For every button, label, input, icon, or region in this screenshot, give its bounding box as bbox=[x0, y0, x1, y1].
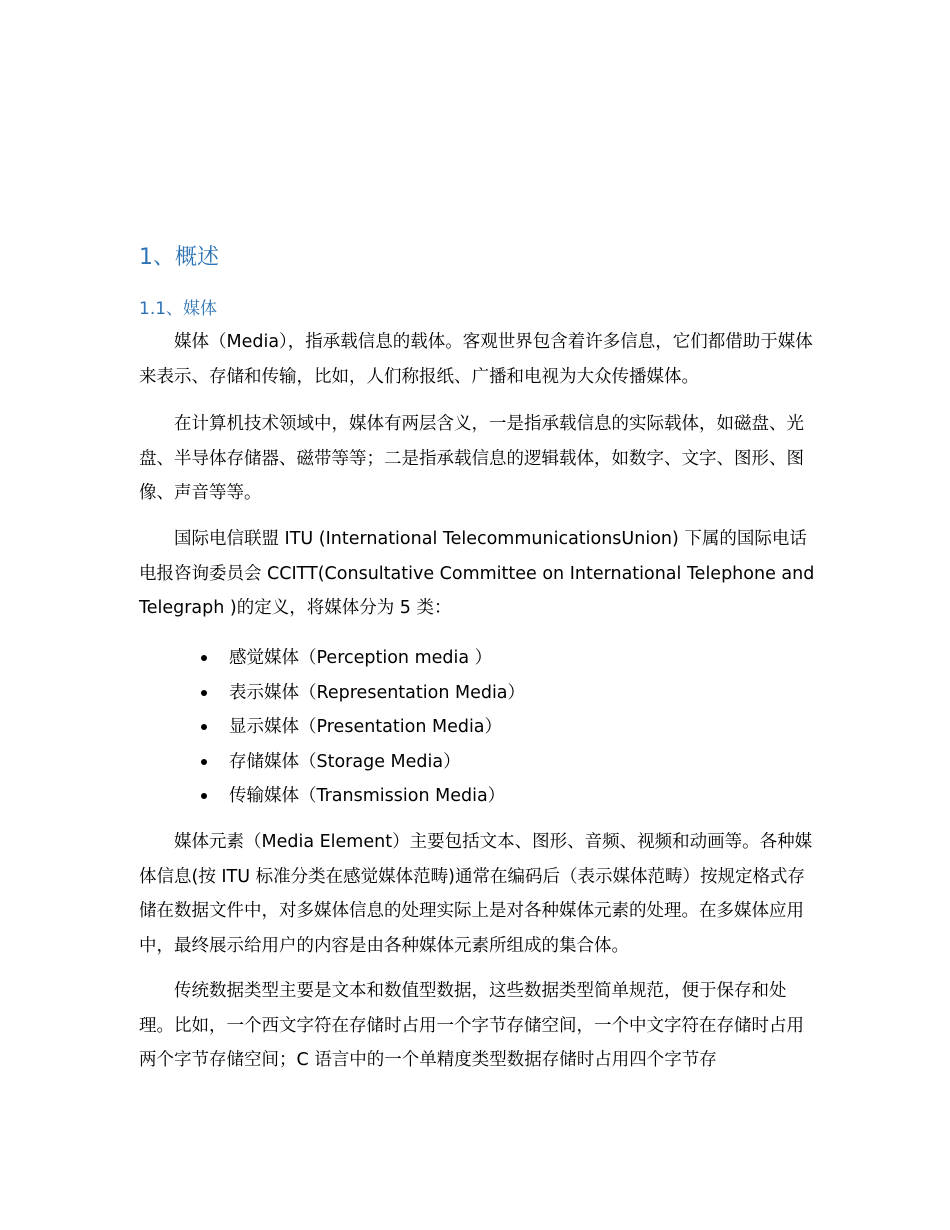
section-heading: 1、概述 bbox=[139, 245, 219, 270]
list-item bbox=[139, 641, 525, 676]
paragraph-traditional-data: 传统数据类型主要是文本和数值型数据，这些数据类型简单规范，便于保存和处理。比如，一个西文字符在存储时占用一个字节存储空间，一个中文字符在存储时占用两个字节存储空间；C 语言中的一个单精度类型数据存储时占用四个字节存 bbox=[139, 981, 804, 1071]
list-item-label: 表示媒体（Representation Media） bbox=[229, 682, 526, 703]
bullet-icon bbox=[201, 759, 207, 765]
list-item-label: 存储媒体（Storage Media） bbox=[229, 751, 461, 772]
paragraph-media-definition: 媒体（Media），指承载信息的载体。客观世界包含着许多信息，它们都借助于媒体来表示、存储和传输，比如，人们称报纸、广播和电视为大众传播媒体。 bbox=[139, 332, 813, 387]
bullet-icon bbox=[201, 690, 207, 696]
paragraph-media-meanings: 在计算机技术领域中，媒体有两层含义，一是指承载信息的实际载体，如磁盘、光盘、半导体存储器、磁带等等；二是指承载信息的逻辑载体，如数字、文字、图形、图像、声音等等。 bbox=[139, 414, 804, 504]
list-item bbox=[139, 710, 525, 745]
list-item-label: 显示媒体（Presentation Media） bbox=[229, 717, 503, 738]
list-item-label: 传输媒体（Transmission Media） bbox=[229, 786, 506, 807]
bullet-icon bbox=[201, 655, 207, 661]
list-item bbox=[139, 745, 525, 780]
bullet-icon bbox=[201, 724, 207, 730]
paragraph-itu-classification: 国际电信联盟 ITU (International TelecommunicationsUnion) 下属的国际电话电报咨询委员会 CCITT(Consultative Committee on International Telephone andTelegraph )的定义，将媒体分为 5 类： bbox=[139, 529, 815, 619]
media-type-list bbox=[139, 641, 525, 814]
list-item bbox=[139, 779, 525, 814]
bullet-icon bbox=[201, 793, 207, 799]
list-item-label: 感觉媒体（Perception media ） bbox=[229, 648, 493, 668]
paragraph-media-element: 媒体元素（Media Element）主要包括文本、图形、音频、视频和动画等。各种媒体信息(按 ITU 标准分类在感觉媒体范畴)通常在编码后（表示媒体范畴）按规定格式存储在数据文件中，对多媒体信息的处理实际上是对各种媒体元素的处理。在多媒体应用中，最终展示给用户的内容是由各种媒体元素所组成的集合体。 bbox=[139, 832, 813, 956]
list-item bbox=[139, 676, 525, 711]
subsection-heading: 1.1、媒体 bbox=[139, 299, 218, 319]
